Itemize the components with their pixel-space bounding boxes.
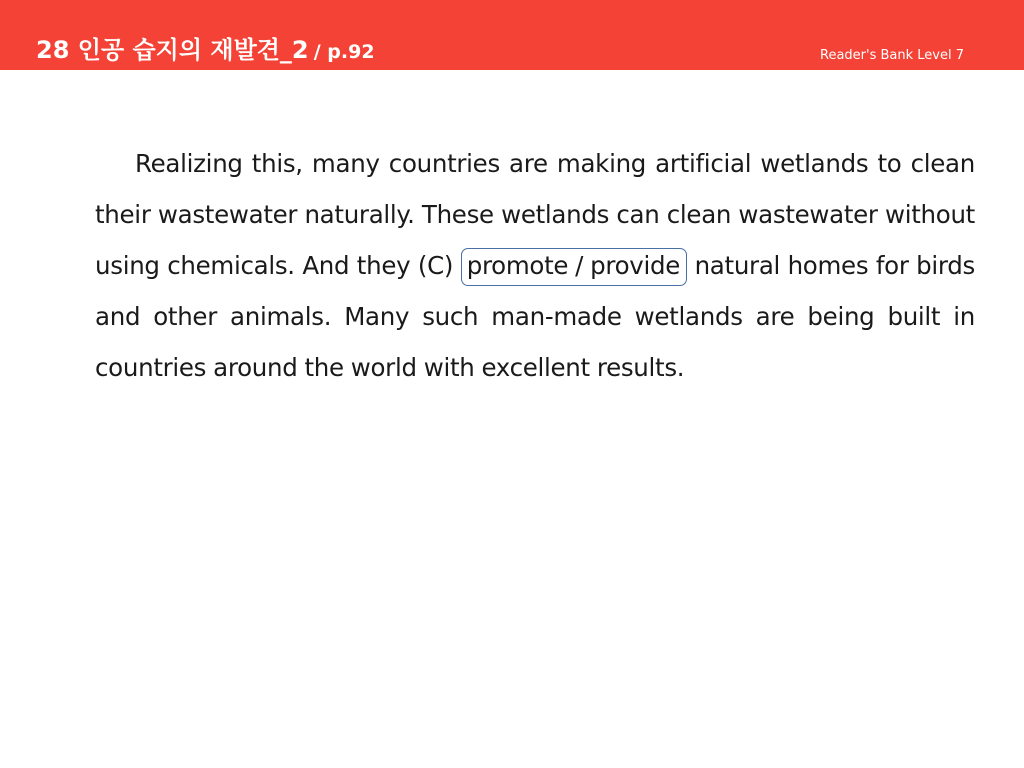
passage-text-before: Realizing this, many countries are making artificial wetlands to clean their wastewater naturally. These wetlands can clean wastewater without using chemicals. And they (C) <box>95 149 975 280</box>
passage-area <box>95 138 975 393</box>
page-reference: / p.92 <box>313 41 375 63</box>
book-label: Reader's Bank Level 7 <box>820 48 964 63</box>
passage-paragraph <box>95 138 975 393</box>
header-bar <box>0 0 1024 70</box>
slide-title <box>36 30 375 65</box>
passage-text-after: natural homes for birds and other animals. Many such man-made wetlands are being built in countries around the world with excellent results. <box>95 251 975 382</box>
lesson-title: 28 인공 습지의 재발견_2 <box>36 36 309 64</box>
choice-box: promote / provide <box>461 248 687 286</box>
